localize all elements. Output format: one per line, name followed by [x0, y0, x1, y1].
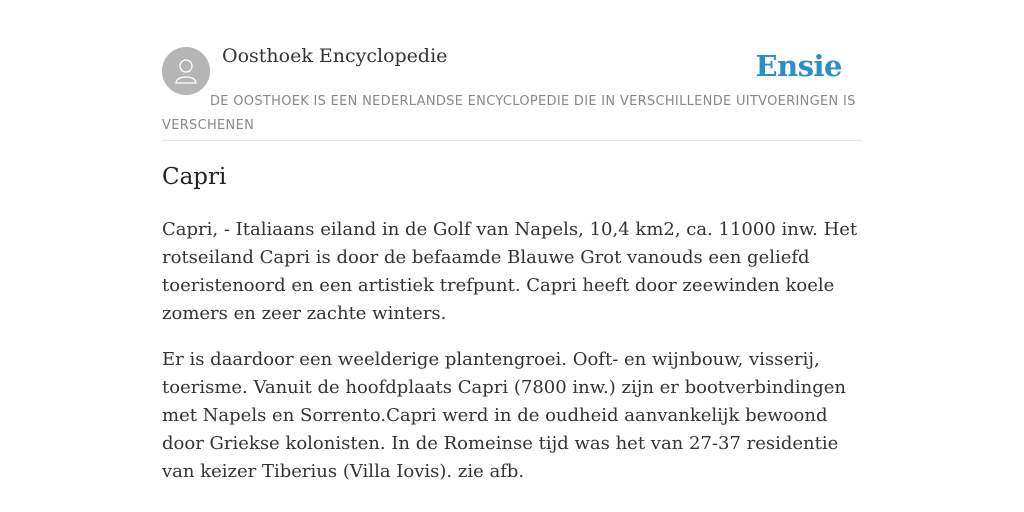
source-header [162, 0, 862, 141]
ensie-logo[interactable]: Ensie [755, 49, 842, 83]
source-description: DE OOSTHOEK IS EEN NEDERLANDSE ENCYCLOPEDIE DIE IN VERSCHILLENDE UITVOERINGEN IS VERSCHENEN [162, 94, 856, 133]
source-name[interactable]: Oosthoek Encyclopedie [222, 45, 448, 67]
article-paragraph: Er is daardoor een weelderige plantengroei. Ooft- en wijnbouw, visserij, toerisme. Vanuit de hoofdplaats Capri (7800 inw.) zijn er bootverbindingen met Napels en Sorrento.Capri werd in de oudheid aanvankelijk bewoond door Griekse kolonisten. In de Romeinse tijd was het van 27-37 residentie van keizer Tiberius (Villa Iovis). zie afb. [162, 349, 846, 482]
article-paragraph: Capri, - Italiaans eiland in de Golf van Napels, 10,4 km2, ca. 11000 inw. Het rotseiland Capri is door de befaamde Blauwe Grot vanouds een geliefd toeristenoord en een artistiek trefpunt. Capri heeft door zeewinden koele zomers en zeer zachte winters. [162, 219, 858, 324]
user-avatar-icon[interactable] [162, 47, 210, 95]
content-container [162, 0, 862, 482]
article-body [162, 216, 862, 504]
article-title: Capri [162, 164, 227, 190]
